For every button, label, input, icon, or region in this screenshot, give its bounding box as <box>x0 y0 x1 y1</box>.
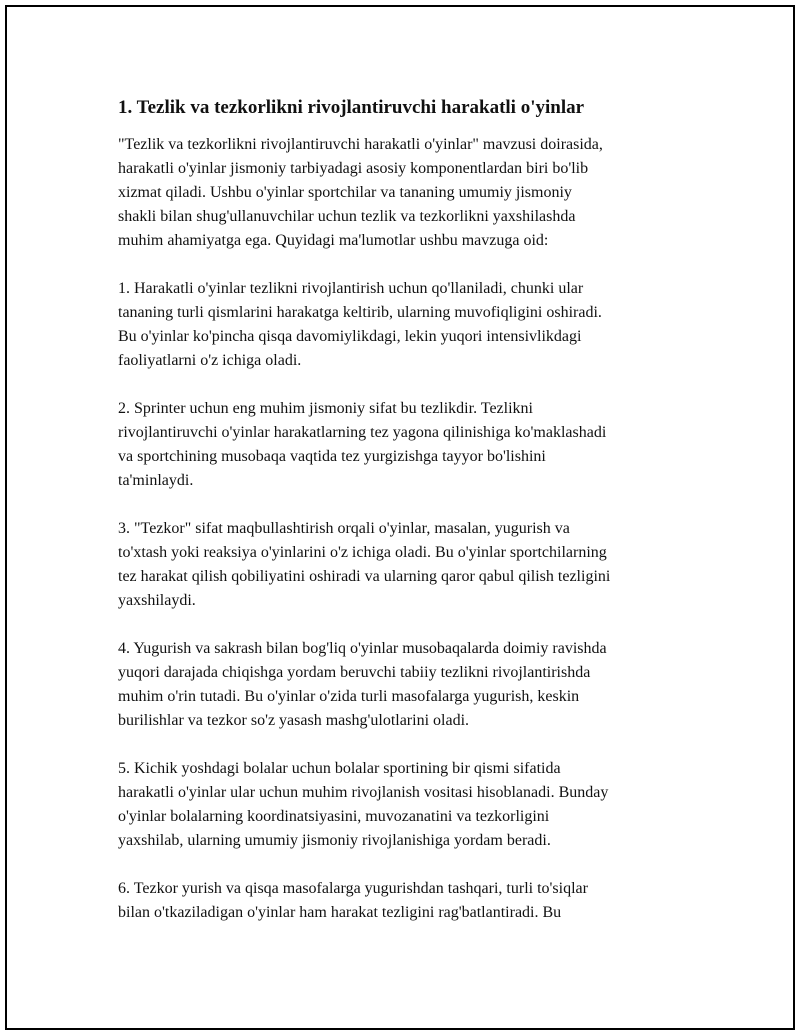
document-body <box>118 95 698 949</box>
document-title: 1. Tezlik va tezkorlikni rivojlantiruvchi harakatli o'yinlar <box>118 97 585 118</box>
intro-paragraph: "Tezlik va tezkorlikni rivojlantiruvchi harakatli o'yinlar" mavzusi doirasida, harakatli o'yinlar jismoniy tarbiyadagi asosiy komponentlardan biri bo'lib xizmat qiladi. Ushbu o'yinlar sportchilar va tananing umumiy jismoniy shakli bilan shug'ullanuvchilar uchun tezlik va tezkorlikni yaxshilashda muhim ahamiyatga ega. Quyidagi ma'lumotlar ushbu mavzuga oid: <box>118 136 603 249</box>
paragraph-2: 2. Sprinter uchun eng muhim jismoniy sifat bu tezlikdir. Tezlikni rivojlantiruvchi o'yinlar harakatlarning tez yagona qilinishiga ko'maklashadi va sportchining musobaqa vaqtida tez yurgizishga tayyor bo'lishini ta'minlaydi. <box>118 400 607 489</box>
page-frame <box>5 5 795 1030</box>
paragraph-5: 5. Kichik yoshdagi bolalar uchun bolalar sportining bir qismi sifatida harakatli o'yinlar ular uchun muhim rivojlanish vositasi hisoblanadi. Bunday o'yinlar bolalarning koordinatsiyasini, muvozanatini va tezkorligini yaxshilab, ularning umumiy jismoniy rivojlanishiga yordam beradi. <box>118 760 609 849</box>
paragraph-1: 1. Harakatli o'yinlar tezlikni rivojlantirish uchun qo'llaniladi, chunki ular tananing turli qismlarini harakatga keltirib, ularning muvofiqligini oshiradi. Bu o'yinlar ko'pincha qisqa davomiylikdagi, lekin yuqori intensivlikdagi faoliyatlarni o'z ichiga oladi. <box>118 280 602 369</box>
paragraph-3: 3. "Tezkor" sifat maqbullashtirish orqali o'yinlar, masalan, yugurish va to'xtash yoki reaksiya o'yinlarini o'z ichiga oladi. Bu o'yinlar sportchilarning tez harakat qilish qobiliyatini oshiradi va ularning qaror qabul qilish tezligini yaxshilaydi. <box>118 520 611 609</box>
paragraph-6: 6. Tezkor yurish va qisqa masofalarga yugurishdan tashqari, turli to'siqlar bilan o'tkaziladigan o'yinlar ham harakat tezligini rag'batlantiradi. Bu <box>118 880 588 921</box>
paragraph-4: 4. Yugurish va sakrash bilan bog'liq o'yinlar musobaqalarda doimiy ravishda yuqori darajada chiqishga yordam beruvchi tabiiy tezlikni rivojlantirishda muhim o'rin tutadi. Bu o'yinlar o'zida turli masofalarga yugurish, keskin burilishlar va tezkor so'z yasash mashg'ulotlarini oladi. <box>118 640 607 729</box>
